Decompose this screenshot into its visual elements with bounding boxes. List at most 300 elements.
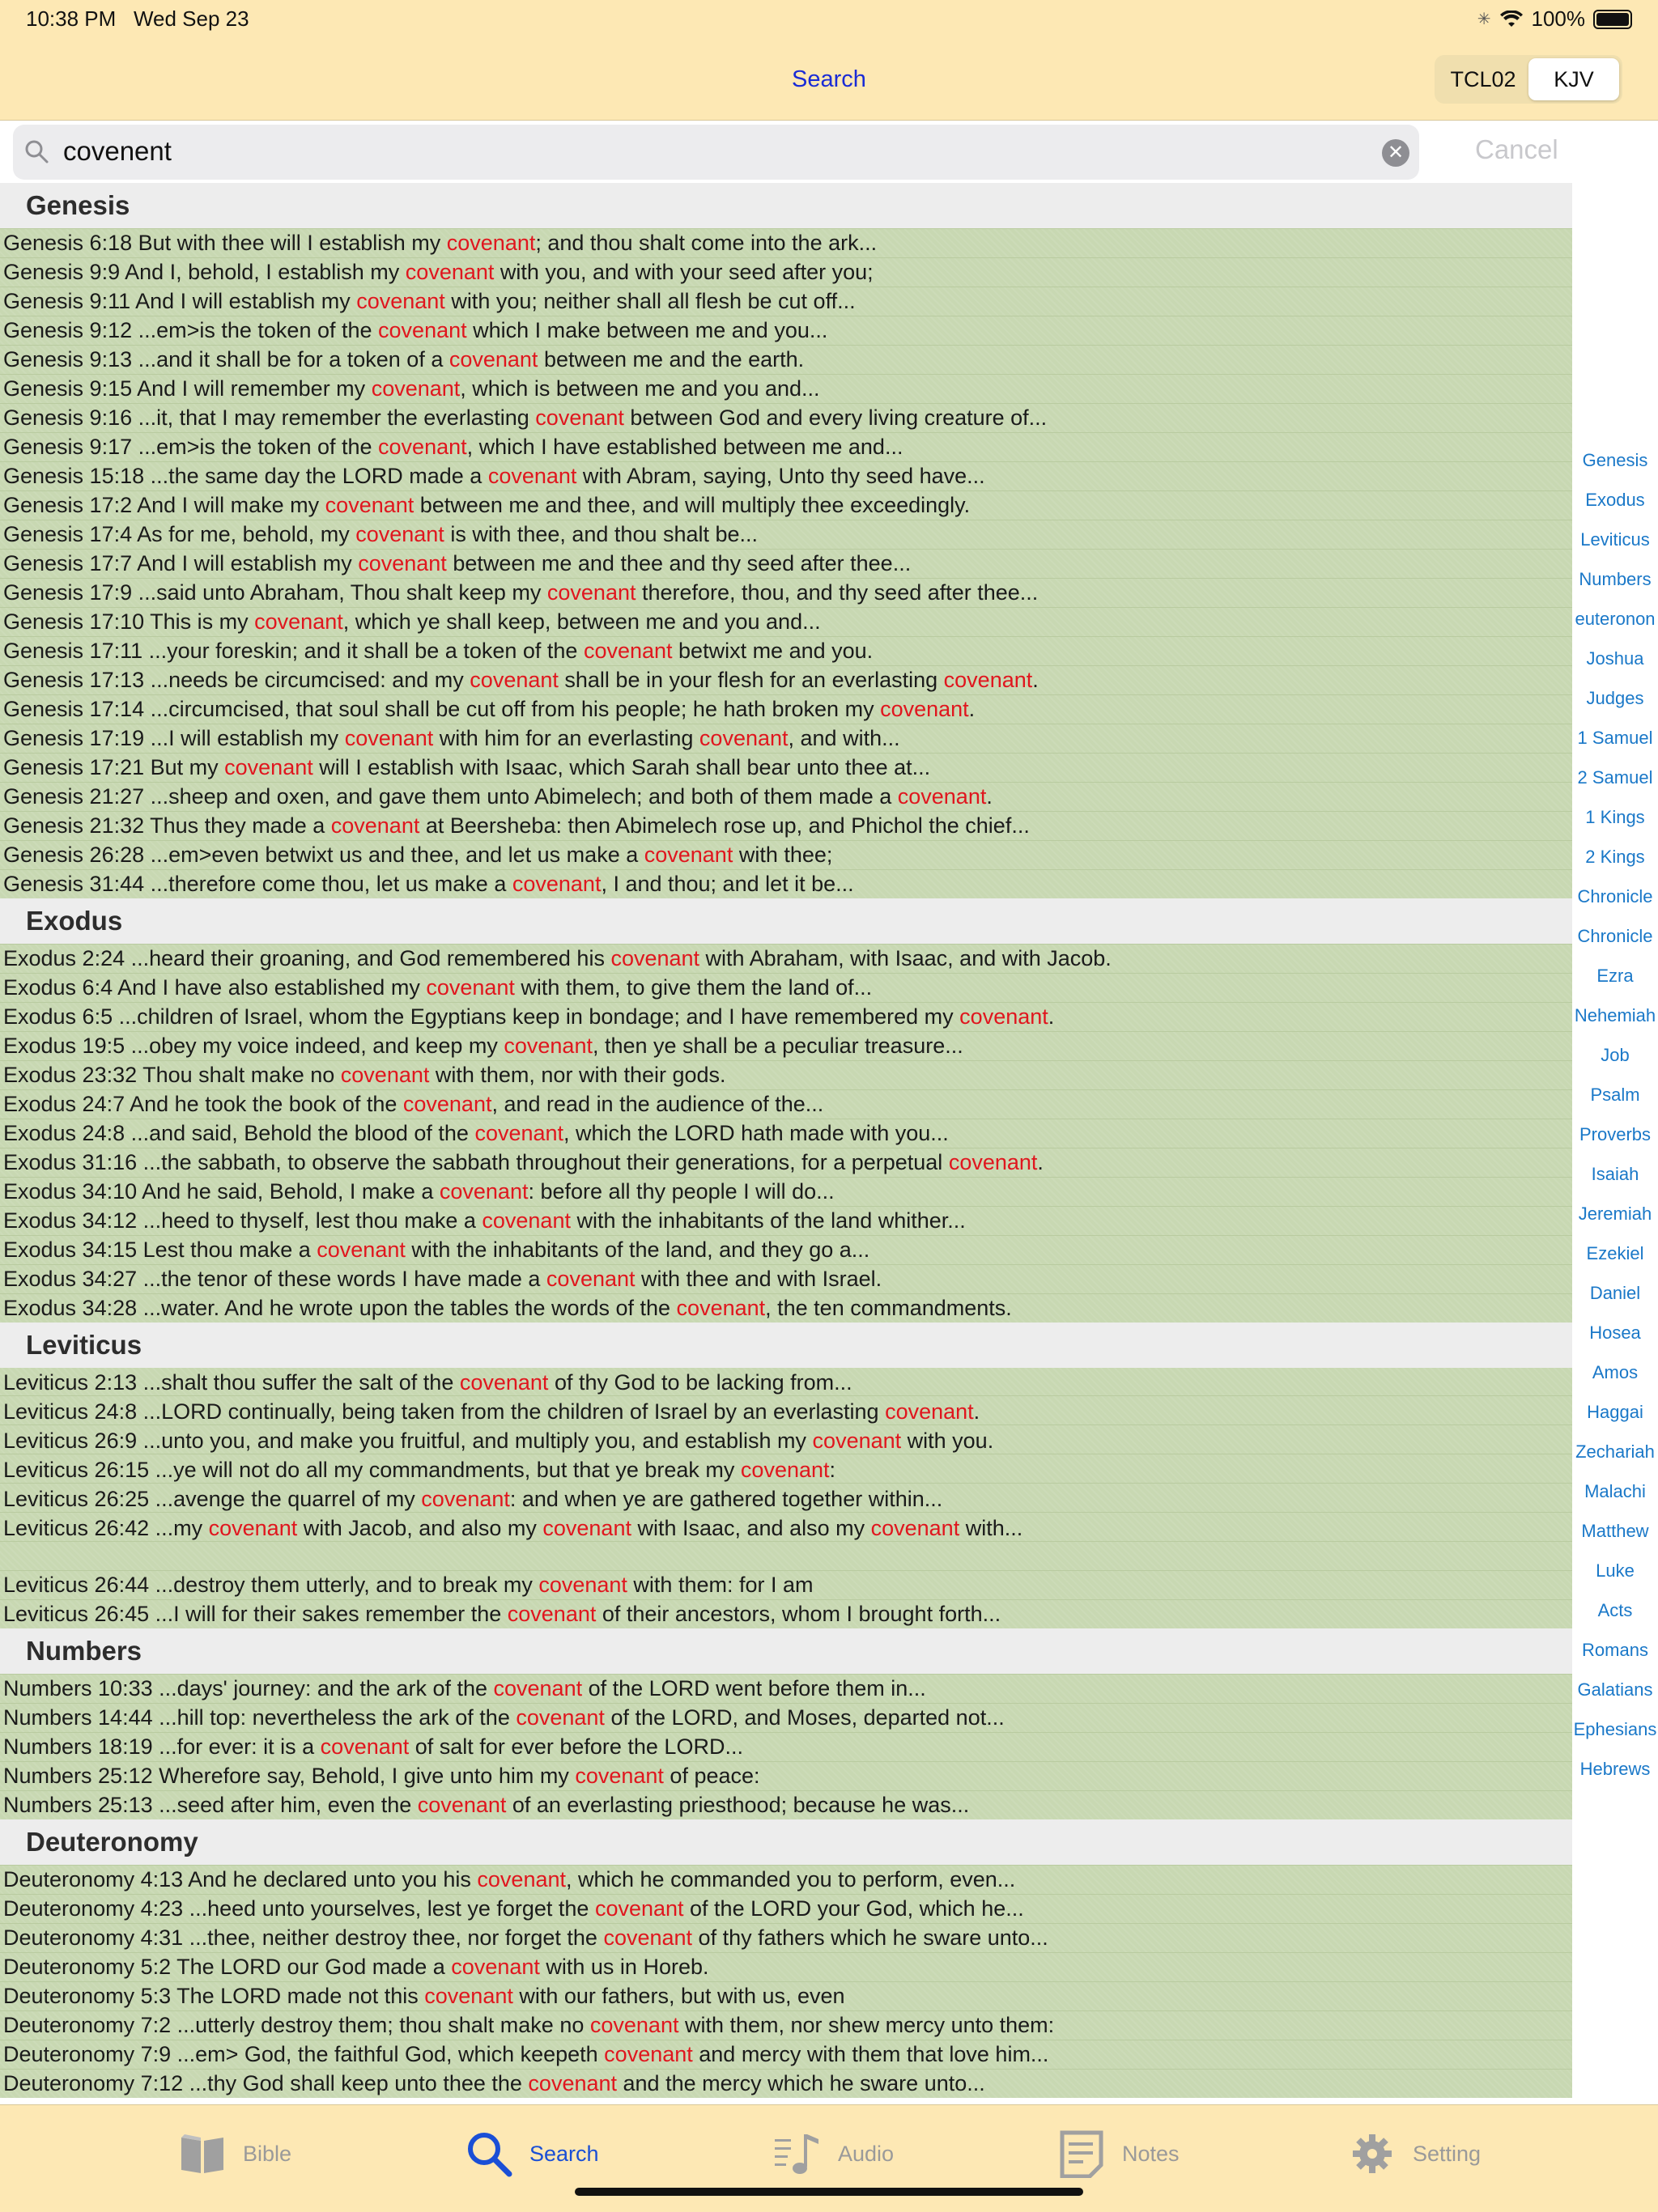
verse-text: will I establish with Isaac, which Sarah shall bear unto thee at... — [312, 755, 931, 779]
verse-text: of the LORD, and Moses, departed not... — [604, 1705, 1005, 1730]
match-highlight: covenant — [330, 813, 420, 838]
verse-text: Genesis 9:16 ...it, that I may remember the everlasting — [3, 405, 536, 430]
match-highlight: covenant — [948, 1150, 1038, 1174]
verse-text: Genesis 9:17 ...em>is the token of the — [3, 435, 379, 459]
result-row[interactable] — [0, 1293, 1572, 1323]
book-index-item[interactable]: Chronicle — [1577, 926, 1653, 946]
section-rows — [0, 1865, 1572, 2098]
result-row[interactable] — [0, 1790, 1572, 1819]
verse-text: Leviticus 24:8 ...LORD continually, being taken from the children of Israel by an everlasting — [3, 1399, 886, 1424]
result-row[interactable] — [0, 1397, 1572, 1426]
book-index-item[interactable]: 2 Kings — [1585, 847, 1645, 867]
match-highlight: covenant — [439, 1179, 529, 1204]
match-highlight: covenant — [451, 1955, 540, 1979]
result-row[interactable] — [0, 724, 1572, 753]
book-index-item[interactable]: Luke — [1596, 1560, 1635, 1581]
verse-text: with you. — [901, 1429, 994, 1453]
match-highlight: covenant — [402, 1092, 492, 1116]
result-row[interactable] — [0, 1002, 1572, 1031]
result-row[interactable] — [0, 1484, 1572, 1514]
match-highlight: covenant — [208, 1516, 298, 1540]
match-highlight: covenant — [943, 668, 1033, 692]
match-highlight: covenant — [880, 697, 969, 721]
verse-text: . — [1037, 1150, 1044, 1174]
status-time: 10:38 PM Wed Sep 23 — [26, 6, 249, 31]
verse-text: Exodus 34:12 ...heed to thyself, lest thou make a — [3, 1208, 483, 1233]
result-row[interactable] — [0, 753, 1572, 782]
match-highlight: covenant — [378, 318, 467, 342]
verse-text: , which he commanded you to perform, even... — [566, 1867, 1016, 1891]
result-row[interactable] — [0, 2069, 1572, 2098]
book-index-item[interactable]: 1 Kings — [1585, 807, 1645, 827]
tab-search[interactable] — [465, 2129, 599, 2178]
book-index-list — [1572, 440, 1658, 1789]
verse-text: Exodus 2:24 ...heard their groaning, and God remembered his — [3, 946, 611, 970]
verse-text: between me and the earth. — [538, 347, 805, 371]
verse-text: with him for an everlasting — [433, 726, 699, 750]
result-row[interactable] — [0, 1865, 1572, 1894]
clear-icon[interactable]: ✕ — [1382, 139, 1409, 167]
match-highlight: covenant — [371, 376, 461, 401]
verse-text: Genesis 21:32 Thus they made a — [3, 813, 331, 838]
book-index-item[interactable]: Joshua — [1586, 648, 1644, 669]
result-row[interactable] — [0, 1761, 1572, 1790]
match-highlight: covenant — [594, 1896, 684, 1921]
verse-text: Exodus 34:15 Lest thou make a — [3, 1238, 317, 1262]
verse-text: with them: for I am — [627, 1573, 814, 1597]
verse-text: Exodus 34:10 And he said, Behold, I make a — [3, 1179, 440, 1204]
book-index-item[interactable]: Ezekiel — [1586, 1243, 1644, 1263]
verse-text: of an everlasting priesthood; because he was... — [506, 1793, 970, 1817]
verse-text: with you; neither shall all flesh be cut off... — [444, 289, 856, 313]
result-row[interactable] — [0, 1119, 1572, 1148]
result-row[interactable] — [0, 1514, 1572, 1570]
book-index-item[interactable]: Judges — [1586, 688, 1644, 708]
verse-text: Exodus 34:27 ...the tenor of these words I have made a — [3, 1267, 546, 1291]
section-header: Numbers — [0, 1628, 1572, 1674]
match-highlight: covenant — [644, 843, 733, 867]
search-icon — [24, 139, 49, 163]
result-row[interactable] — [0, 1060, 1572, 1089]
result-row[interactable] — [0, 1264, 1572, 1293]
book-index-item[interactable]: Isaiah — [1591, 1164, 1639, 1184]
match-highlight: covenant — [340, 1063, 430, 1087]
segment-tcl02[interactable]: TCL02 — [1450, 66, 1516, 91]
book-index-item[interactable]: Malachi — [1584, 1481, 1646, 1501]
match-highlight: covenant — [358, 551, 447, 575]
verse-text: Genesis 9:9 And I, behold, I establish my — [3, 260, 406, 284]
section-rows — [0, 1674, 1572, 1819]
result-row[interactable] — [0, 549, 1572, 578]
book-index-item[interactable]: Job — [1601, 1045, 1630, 1065]
section-header: Deuteronomy — [0, 1819, 1572, 1865]
match-highlight: covenant — [740, 1458, 830, 1482]
gear-icon — [1348, 2129, 1397, 2178]
result-row[interactable] — [0, 578, 1572, 607]
verse-text: of salt for ever before the LORD... — [409, 1734, 743, 1759]
match-highlight: covenant — [355, 522, 444, 546]
search-field[interactable] — [13, 125, 1419, 180]
match-highlight: covenant — [583, 639, 673, 663]
book-index-item[interactable]: Hosea — [1589, 1323, 1641, 1343]
result-row[interactable] — [0, 1177, 1572, 1206]
verse-text: Genesis 17:21 But my — [3, 755, 225, 779]
verse-text: with Isaac, and also my — [631, 1516, 871, 1540]
verse-text: with thee; — [733, 843, 833, 867]
match-highlight: covenant — [959, 1004, 1048, 1029]
section-rows — [0, 1368, 1572, 1628]
search-input[interactable]: covenent — [63, 136, 172, 166]
book-index-item[interactable]: Romans — [1582, 1640, 1648, 1660]
book-index-item[interactable]: Numbers — [1579, 569, 1652, 589]
verse-text: with our fathers, but with us, even — [512, 1984, 845, 2008]
result-row[interactable] — [0, 1703, 1572, 1732]
search-icon — [465, 2129, 513, 2178]
result-row[interactable] — [0, 1674, 1572, 1703]
book-index-item[interactable]: Ezra — [1596, 966, 1634, 986]
verse-text: Numbers 14:44 ...hill top: nevertheless the ark of the — [3, 1705, 517, 1730]
verse-text: with Abram, saying, Unto thy seed have... — [576, 464, 985, 488]
book-index-item[interactable]: euteronon — [1575, 609, 1656, 629]
match-highlight: covenant — [325, 493, 414, 517]
verse-text: and mercy with them that love him... — [692, 2042, 1049, 2066]
result-row[interactable] — [0, 287, 1572, 316]
result-row[interactable] — [0, 257, 1572, 287]
book-index-item[interactable]: Exodus — [1585, 490, 1645, 510]
verse-text: between me and thee, and will multiply thee exceedingly. — [414, 493, 971, 517]
verse-text: Genesis 31:44 ...therefore come thou, let us make a — [3, 872, 512, 896]
section-header: Genesis — [0, 183, 1572, 228]
tab-bar — [0, 2104, 1658, 2212]
match-highlight: covenant — [378, 435, 467, 459]
verse-text: Leviticus 2:13 ...shalt thou suffer the salt of the — [3, 1370, 460, 1395]
verse-text: . — [973, 1399, 980, 1424]
verse-text: with... — [959, 1516, 1023, 1540]
verse-text: : — [829, 1458, 836, 1482]
verse-text: : before all thy people I will do... — [528, 1179, 835, 1204]
verse-text: Genesis 17:7 And I will establish my — [3, 551, 359, 575]
book-index-item[interactable]: Proverbs — [1579, 1124, 1652, 1144]
verse-text: Deuteronomy 4:13 And he declared unto you his — [3, 1867, 478, 1891]
match-highlight: covenant — [528, 2071, 618, 2095]
result-row[interactable] — [0, 228, 1572, 257]
result-row[interactable] — [0, 607, 1572, 636]
book-index-item[interactable]: 2 Samuel — [1577, 767, 1653, 788]
tab-label: Search — [529, 2141, 599, 2166]
tab-audio[interactable] — [773, 2129, 894, 2178]
verse-text: Leviticus 26:42 ...my — [3, 1516, 209, 1540]
result-row[interactable] — [0, 1732, 1572, 1761]
verse-text: Numbers 10:33 ...days' journey: and the ark of the — [3, 1676, 494, 1700]
verse-text: Leviticus 26:44 ...destroy them utterly, and to break my — [3, 1573, 539, 1597]
verse-text: Numbers 25:12 Wherefore say, Behold, I give unto him my — [3, 1764, 576, 1788]
verse-text: of their ancestors, whom I brought forth... — [596, 1602, 1001, 1626]
book-index-item[interactable]: Zechariah — [1575, 1441, 1655, 1462]
result-row[interactable] — [0, 944, 1572, 973]
result-row[interactable] — [0, 1923, 1572, 1952]
music-list-icon — [773, 2129, 822, 2178]
verse-text: Genesis 17:14 ...circumcised, that soul shall be cut off from his people; he hath broken my — [3, 697, 881, 721]
match-highlight: covenant — [317, 1238, 406, 1262]
verse-text: with you, and with your seed after you; — [494, 260, 874, 284]
match-highlight: covenant — [426, 975, 515, 1000]
result-row[interactable] — [0, 1206, 1572, 1235]
match-highlight: covenant — [546, 1267, 636, 1291]
verse-text: Genesis 17:19 ...I will establish my — [3, 726, 345, 750]
verse-text: Genesis 9:11 And I will establish my — [3, 289, 357, 313]
result-row[interactable] — [0, 1981, 1572, 2010]
result-row[interactable] — [0, 345, 1572, 374]
verse-text: shall be in your flesh for an everlasting — [558, 668, 944, 692]
verse-text: Genesis 9:15 And I will remember my — [3, 376, 372, 401]
verse-text: Exodus 6:4 And I have also established my — [3, 975, 427, 1000]
verse-text: is with thee, and thou shalt be... — [444, 522, 759, 546]
verse-text: . — [1032, 668, 1039, 692]
verse-text: , I and thou; and let it be... — [601, 872, 854, 896]
verse-text: : and when ye are gathered together within... — [509, 1487, 943, 1511]
book-index-item[interactable]: Chronicle — [1577, 886, 1653, 906]
verse-text: Exodus 24:8 ...and said, Behold the blood of the — [3, 1121, 475, 1145]
verse-text: Exodus 23:32 Thou shalt make no — [3, 1063, 341, 1087]
tab-label: Bible — [243, 2141, 292, 2166]
verse-text: of peace: — [663, 1764, 760, 1788]
result-row[interactable] — [0, 461, 1572, 490]
result-row[interactable] — [0, 374, 1572, 403]
verse-text: Genesis 17:10 This is my — [3, 609, 255, 634]
verse-text: Genesis 21:27 ...sheep and oxen, and gave them unto Abimelech; and both of them made a — [3, 784, 898, 809]
verse-text: . — [968, 697, 976, 721]
match-highlight: covenant — [405, 260, 495, 284]
verse-text: at Beersheba: then Abimelech rose up, and Phichol the chief... — [419, 813, 1030, 838]
status-bar — [0, 0, 1658, 39]
match-highlight: covenant — [589, 2013, 679, 2037]
result-row[interactable] — [0, 1089, 1572, 1119]
match-highlight: covenant — [538, 1573, 627, 1597]
book-index-item[interactable]: Leviticus — [1580, 529, 1650, 550]
match-highlight: covenant — [610, 946, 700, 970]
book-index-item[interactable]: Ephesians — [1573, 1719, 1657, 1739]
match-highlight: covenant — [575, 1764, 664, 1788]
match-highlight: covenant — [421, 1487, 510, 1511]
verse-text: between God and every living creature of... — [623, 405, 1048, 430]
wifi-icon — [1499, 11, 1524, 28]
match-highlight: covenant — [320, 1734, 410, 1759]
match-highlight: covenant — [504, 1034, 593, 1058]
result-row[interactable] — [0, 403, 1572, 432]
match-highlight: covenant — [356, 289, 445, 313]
result-row[interactable] — [0, 973, 1572, 1002]
book-index-item[interactable]: Acts — [1597, 1600, 1633, 1620]
result-row[interactable] — [0, 2010, 1572, 2040]
match-highlight: covenant — [254, 609, 343, 634]
verse-text: Deuteronomy 7:12 ...thy God shall keep unto thee the — [3, 2071, 529, 2095]
result-row[interactable] — [0, 432, 1572, 461]
verse-text: Leviticus 26:9 ...unto you, and make you fruitful, and multiply you, and establish my — [3, 1429, 813, 1453]
result-row[interactable] — [0, 2040, 1572, 2069]
activity-icon: ✳ — [1477, 11, 1491, 28]
verse-text: Deuteronomy 4:31 ...thee, neither destroy thee, nor forget the — [3, 1925, 604, 1950]
book-index-item[interactable]: Haggai — [1587, 1402, 1643, 1422]
result-row[interactable] — [0, 520, 1572, 549]
match-highlight: covenant — [812, 1429, 902, 1453]
verse-text: Exodus 31:16 ...the sabbath, to observe the sabbath throughout their generations, for a perpetual — [3, 1150, 949, 1174]
book-index-item[interactable]: Amos — [1592, 1362, 1639, 1382]
result-row[interactable] — [0, 1148, 1572, 1177]
version-segmented-control — [1435, 55, 1622, 104]
verse-text: Deuteronomy 5:3 The LORD made not this — [3, 1984, 425, 2008]
match-highlight: covenant — [604, 2042, 693, 2066]
verse-text: Deuteronomy 4:23 ...heed unto yourselves, lest ye forget the — [3, 1896, 595, 1921]
match-highlight: covenant — [482, 1208, 571, 1233]
verse-text: , which is between me and you and... — [460, 376, 820, 401]
match-highlight: covenant — [459, 1370, 549, 1395]
result-row[interactable] — [0, 1599, 1572, 1628]
status-indicators — [1477, 6, 1632, 32]
result-row[interactable] — [0, 665, 1572, 694]
verse-text: Genesis 17:4 As for me, behold, my — [3, 522, 356, 546]
book-index-item[interactable]: Matthew — [1581, 1521, 1649, 1541]
match-highlight: covenant — [535, 405, 624, 430]
verse-text: of the LORD went before them in... — [582, 1676, 926, 1700]
result-row[interactable] — [0, 1235, 1572, 1264]
verse-text: therefore, thou, and thy seed after thee... — [636, 580, 1039, 605]
verse-text: Genesis 9:13 ...and it shall be for a token of a — [3, 347, 449, 371]
page-title: Search — [792, 66, 866, 92]
book-index-bar — [1572, 121, 1658, 2104]
verse-text: Exodus 34:28 ...water. And he wrote upon the tables the words of the — [3, 1296, 677, 1320]
tab-label: Audio — [838, 2141, 895, 2166]
result-row[interactable] — [0, 869, 1572, 898]
match-highlight: covenant — [474, 1121, 564, 1145]
tab-label: Notes — [1122, 2141, 1180, 2166]
verse-text: with the inhabitants of the land whither... — [570, 1208, 966, 1233]
match-highlight: covenant — [449, 347, 538, 371]
match-highlight: covenant — [417, 1793, 507, 1817]
book-index-item[interactable]: 1 Samuel — [1577, 728, 1653, 748]
match-highlight: covenant — [470, 668, 559, 692]
verse-text: with them, to give them the land of... — [514, 975, 873, 1000]
verse-text: Exodus 24:7 And he took the book of the — [3, 1092, 403, 1116]
match-highlight: covenant — [424, 1984, 513, 2008]
verse-text: Genesis 17:9 ...said unto Abraham, Thou shalt keep my — [3, 580, 547, 605]
verse-text: between me and thee and thy seed after thee... — [446, 551, 912, 575]
verse-text: Genesis 17:2 And I will make my — [3, 493, 325, 517]
verse-text: which I make between me and you... — [466, 318, 828, 342]
verse-text: with them, nor shew mercy unto them: — [678, 2013, 1055, 2037]
section-header: Leviticus — [0, 1323, 1572, 1368]
verse-text: Genesis 9:12 ...em>is the token of the — [3, 318, 379, 342]
verse-text: , which ye shall keep, between me and you and... — [342, 609, 821, 634]
verse-text: Numbers 25:13 ...seed after him, even the — [3, 1793, 418, 1817]
book-index-item[interactable]: Psalm — [1590, 1085, 1640, 1105]
book-index-item[interactable]: Galatians — [1577, 1679, 1653, 1700]
result-row[interactable] — [0, 840, 1572, 869]
book-index-item[interactable]: Jeremiah — [1578, 1204, 1652, 1224]
match-highlight: covenant — [897, 784, 987, 809]
match-highlight: covenant — [699, 726, 789, 750]
verse-text: , which I have established between me and... — [466, 435, 903, 459]
verse-text: Deuteronomy 7:9 ...em> God, the faithful God, which keepeth — [3, 2042, 605, 2066]
match-highlight: covenant — [542, 1516, 631, 1540]
verse-text: Leviticus 26:15 ...ye will not do all my commandments, but that ye break my — [3, 1458, 741, 1482]
tab-setting[interactable] — [1348, 2129, 1481, 2178]
verse-text: Genesis 6:18 But with thee will I establish my — [3, 231, 447, 255]
verse-text: , which the LORD hath made with you... — [563, 1121, 949, 1145]
section-rows — [0, 228, 1572, 898]
verse-text: of thy God to be lacking from... — [548, 1370, 852, 1395]
tab-notes[interactable] — [1057, 2129, 1180, 2178]
match-highlight: covenant — [507, 1602, 597, 1626]
verse-text: with thee and with Israel. — [635, 1267, 882, 1291]
tab-label: Setting — [1413, 2141, 1482, 2166]
verse-text: Leviticus 26:25 ...avenge the quarrel of my — [3, 1487, 422, 1511]
match-highlight: covenant — [870, 1516, 960, 1540]
result-row[interactable] — [0, 1426, 1572, 1455]
verse-text: Deuteronomy 7:2 ...utterly destroy them; thou shalt make no — [3, 2013, 590, 2037]
segment-kjv[interactable]: KJV — [1528, 58, 1619, 100]
match-highlight: covenant — [493, 1676, 583, 1700]
book-index-item[interactable]: Nehemiah — [1574, 1005, 1656, 1025]
book-index-item[interactable]: Daniel — [1589, 1283, 1641, 1303]
search-row — [0, 121, 1572, 183]
section-rows — [0, 944, 1572, 1323]
result-row[interactable] — [0, 694, 1572, 724]
match-highlight: covenant — [344, 726, 434, 750]
verse-text: Exodus 19:5 ...obey my voice indeed, and keep my — [3, 1034, 504, 1058]
result-row[interactable] — [0, 490, 1572, 520]
verse-text: Deuteronomy 5:2 The LORD our God made a — [3, 1955, 452, 1979]
verse-text: with the inhabitants of the land, and they go a... — [405, 1238, 870, 1262]
match-highlight: covenant — [477, 1867, 566, 1891]
verse-text: ; and thou shalt come into the ark... — [535, 231, 878, 255]
result-row[interactable] — [0, 1952, 1572, 1981]
nav-bar — [0, 39, 1658, 121]
result-row[interactable] — [0, 1455, 1572, 1484]
match-highlight: covenant — [603, 1925, 693, 1950]
result-row[interactable] — [0, 1368, 1572, 1397]
match-highlight: covenant — [487, 464, 577, 488]
match-highlight: covenant — [224, 755, 313, 779]
result-row[interactable] — [0, 782, 1572, 811]
verse-text: and the mercy which he sware unto... — [617, 2071, 985, 2095]
book-icon — [178, 2129, 227, 2178]
battery-percent: 100% — [1531, 6, 1585, 31]
verse-text: , then ye shall be a peculiar treasure... — [592, 1034, 963, 1058]
book-index-item[interactable]: Hebrews — [1579, 1759, 1651, 1779]
verse-text: of the LORD your God, which he... — [683, 1896, 1024, 1921]
verse-text: Genesis 17:11 ...your foreskin; and it shall be a token of the — [3, 639, 584, 663]
verse-text: . — [986, 784, 993, 809]
tab-bible[interactable] — [178, 2129, 291, 2178]
verse-text: Exodus 6:5 ...children of Israel, whom the Egyptians keep in bondage; and I have remembered my — [3, 1004, 960, 1029]
book-index-item[interactable]: Genesis — [1582, 450, 1648, 470]
cancel-button[interactable]: Cancel — [1475, 134, 1558, 164]
verse-text: with them, nor with their gods. — [429, 1063, 726, 1087]
result-row[interactable] — [0, 316, 1572, 345]
result-row[interactable] — [0, 636, 1572, 665]
home-indicator — [575, 2188, 1083, 2196]
verse-text: Genesis 17:13 ...needs be circumcised: and my — [3, 668, 470, 692]
result-row[interactable] — [0, 1894, 1572, 1923]
result-row[interactable] — [0, 1570, 1572, 1599]
verse-text: Genesis 26:28 ...em>even betwixt us and thee, and let us make a — [3, 843, 644, 867]
results-list — [0, 183, 1572, 2104]
verse-text: of thy fathers which he sware unto... — [692, 1925, 1048, 1950]
verse-text: with Jacob, and also my — [297, 1516, 543, 1540]
verse-text: , the ten commandments. — [765, 1296, 1012, 1320]
result-row[interactable] — [0, 1031, 1572, 1060]
result-row[interactable] — [0, 811, 1572, 840]
